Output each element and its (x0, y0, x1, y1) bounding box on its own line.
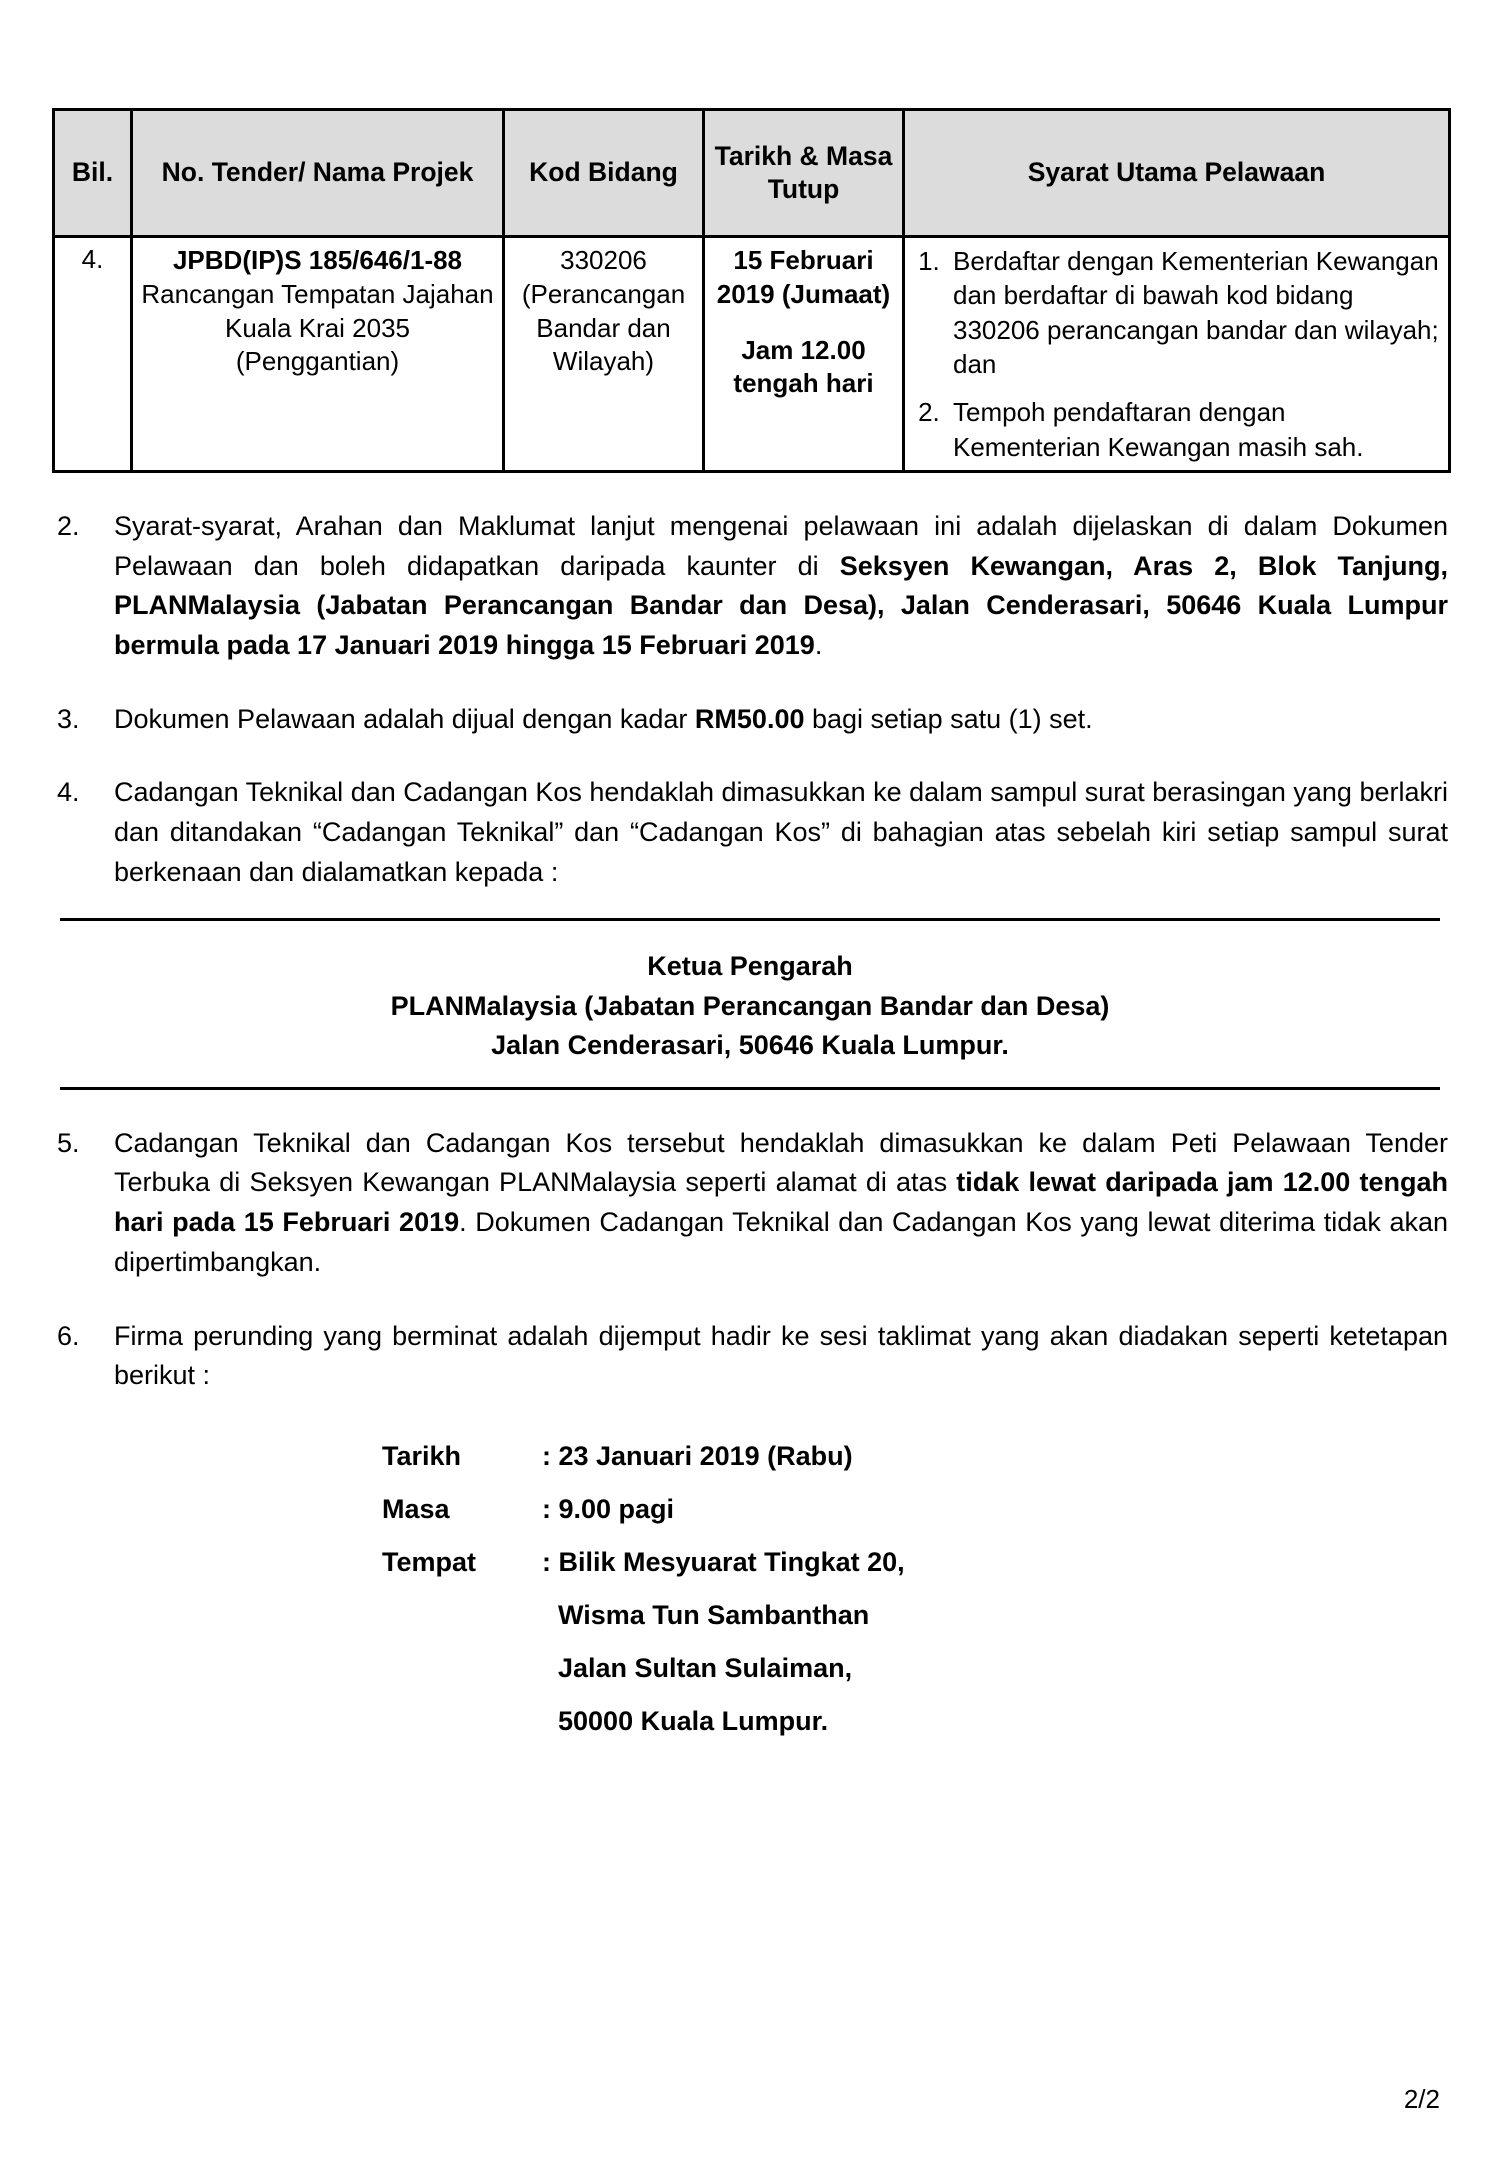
briefing-place-line-3: Jalan Sultan Sulaiman, (558, 1653, 853, 1684)
paragraph-6-number: 6. (57, 1320, 80, 1351)
paragraph-5-number: 5. (57, 1127, 80, 1158)
briefing-place-line-4: 50000 Kuala Lumpur. (558, 1706, 829, 1737)
paragraph-5-body (114, 1124, 1448, 1283)
briefing-indent-spacer (382, 1648, 542, 1689)
briefing-time-value: : 9.00 pagi (542, 1493, 675, 1524)
briefing-time-row (382, 1489, 1448, 1530)
paragraph-2-bold-1: Seksyen Kewangan, Aras 2, Blok Tanjung, PLANMalaysia (Jabatan Perancangan Bandar dan Desa), Jalan Cenderasari, 50646 Kuala Lumpur bermula pada 17 Januari 2019 hingga 15 Februari 2019 (114, 550, 1448, 660)
page-number: 2/2 (1403, 2084, 1440, 2114)
divider-bottom (60, 1087, 1440, 1090)
paragraph-4-number: 4. (57, 777, 80, 808)
briefing-date-label: Tarikh (382, 1440, 462, 1471)
project-name: Rancangan Tempatan Jajahan Kuala Krai 2035 (Penggantian) (141, 278, 494, 377)
paragraph-3-text-2: bagi setiap satu (1) set. (804, 703, 1093, 734)
table-header-row (54, 110, 1450, 237)
list-item: 2. Tempoh pendaftaran dengan Kementerian Kewangan masih sah. (947, 395, 1440, 464)
cell-tarikh-masa-tutup (704, 237, 904, 472)
paragraph-4-body: Cadangan Teknikal dan Cadangan Kos hendaklah dimasukkan ke dalam sampul surat berasingan yang berlakri dan ditandakan “Cadangan Teknikal” dan “Cadangan Kos” di bahagian atas sebelah kiri setiap sampul surat berkenaan dan dialamatkan kepada : (114, 777, 1448, 887)
briefing-time-label: Masa (382, 1493, 450, 1524)
paragraph-5-text-2: . Dokumen Cadangan Teknikal dan Cadangan Kos yang lewat diterima tidak akan dipertimbangkan. (114, 1207, 1448, 1277)
paragraph-4 (52, 773, 1448, 892)
briefing-place-value: : Bilik Mesyuarat Tingkat 20, (542, 1546, 905, 1577)
briefing-date-row (382, 1436, 1448, 1477)
briefing-place-row-2 (382, 1595, 1448, 1636)
column-header-tarikh-masa-tutup: Tarikh & Masa Tutup (704, 110, 904, 237)
paragraph-5-text-1: Cadangan Teknikal dan Cadangan Kos tersebut hendaklah dimasukkan ke dalam Peti Pelawaan Tender Terbuka di Seksyen Kewangan PLANMalaysia seperti alamat di atas (114, 1127, 1448, 1198)
closing-date: 15 Februari 2019 (Jumaat) (716, 245, 891, 309)
paragraph-2-text-1: Syarat-syarat, Arahan dan Maklumat lanjut mengenai pelawaan ini adalah dijelaskan di dalam Dokumen Pelawaan dan boleh didapatkan daripada kaunter di (114, 510, 1448, 581)
briefing-indent-spacer (382, 1701, 542, 1742)
paragraph-3 (52, 700, 1448, 740)
cell-bil: 4. (54, 237, 132, 472)
briefing-place-row-4 (382, 1701, 1448, 1742)
recipient-address-block (52, 921, 1448, 1086)
briefing-date-value: : 23 Januari 2019 (Rabu) (542, 1440, 853, 1471)
paragraph-3-bold-price: RM50.00 (694, 703, 805, 734)
cell-tender-name (132, 237, 504, 472)
syarat-list (913, 244, 1440, 464)
table-row (54, 237, 1450, 472)
date-time-spacer (713, 312, 894, 334)
address-line-title: Ketua Pengarah (647, 951, 853, 982)
paragraph-6 (52, 1317, 1448, 1396)
cell-kod-bidang: 330206 (Perancangan Bandar dan Wilayah) (504, 237, 704, 472)
cell-syarat-utama (904, 237, 1450, 472)
paragraph-3-body (114, 700, 1448, 740)
tender-table (52, 108, 1451, 473)
column-header-kod-bidang: Kod Bidang (504, 110, 704, 237)
address-line-street: Jalan Cenderasari, 50646 Kuala Lumpur. (491, 1029, 1009, 1060)
briefing-place-label: Tempat (382, 1546, 477, 1577)
column-header-syarat-utama: Syarat Utama Pelawaan (904, 110, 1450, 237)
paragraph-2-body (114, 507, 1448, 666)
paragraph-2-number: 2. (57, 510, 80, 541)
column-header-tender-name: No. Tender/ Nama Projek (132, 110, 504, 237)
address-line-organisation: PLANMalaysia (Jabatan Perancangan Bandar dan Desa) (390, 990, 1110, 1021)
paragraph-2-text-2: . (814, 629, 823, 660)
tender-number: JPBD(IP)S 185/646/1-88 (172, 245, 463, 275)
briefing-place-row (382, 1542, 1448, 1583)
paragraph-2 (52, 507, 1448, 666)
list-item: 1. Berdaftar dengan Kementerian Kewangan dan berdaftar di bawah kod bidang 330206 perancangan bandar dan wilayah; dan (947, 244, 1440, 381)
paragraph-3-number: 3. (57, 703, 80, 734)
briefing-place-row-3 (382, 1648, 1448, 1689)
closing-time: Jam 12.00 tengah hari (733, 334, 874, 399)
paragraph-3-text-1: Dokumen Pelawaan adalah dijual dengan kadar (114, 703, 695, 734)
column-header-bil: Bil. (54, 110, 132, 237)
briefing-place-line-2: Wisma Tun Sambanthan (558, 1600, 870, 1631)
briefing-indent-spacer (382, 1595, 542, 1636)
paragraph-5 (52, 1124, 1448, 1283)
paragraph-6-body: Firma perunding yang berminat adalah dijemput hadir ke sesi taklimat yang akan diadakan seperti ketetapan berikut : (114, 1320, 1448, 1391)
briefing-details (52, 1436, 1448, 1742)
paragraph-5-bold-deadline: tidak lewat daripada jam 12.00 tengah hari pada 15 Februari 2019 (114, 1167, 1448, 1238)
